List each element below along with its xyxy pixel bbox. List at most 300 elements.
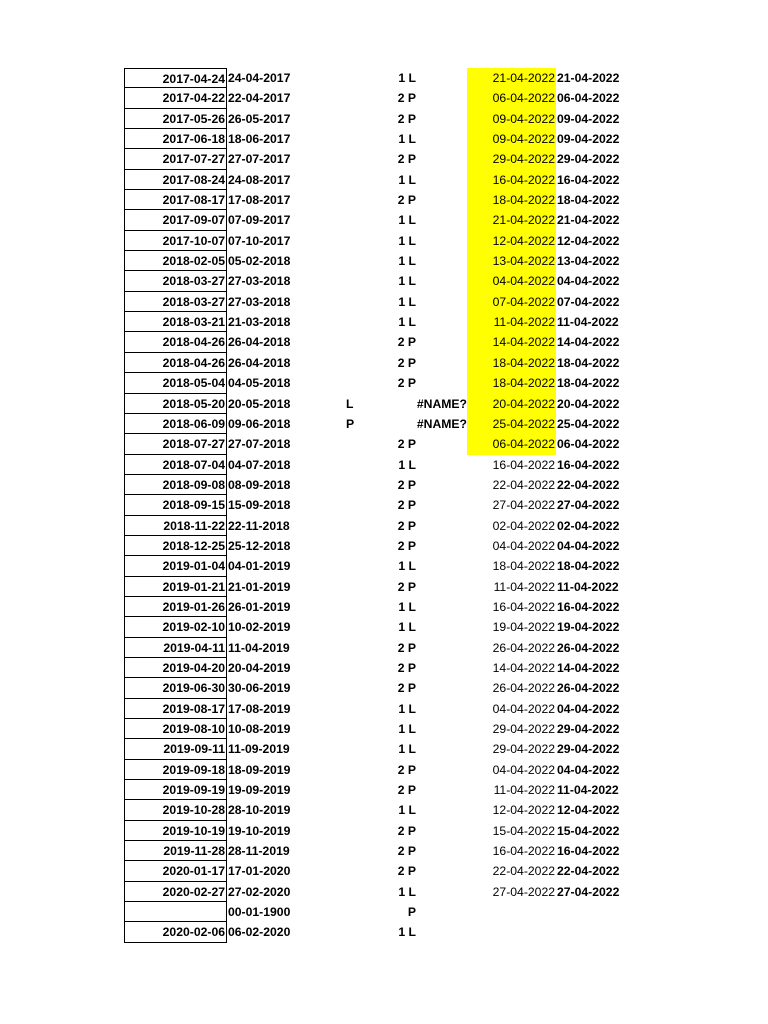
count-type-cell[interactable]: 2 P [397, 844, 416, 859]
count-type-cell[interactable]: 2 P [397, 193, 416, 208]
result-date-cell[interactable]: 15-04-2022 [492, 823, 555, 838]
count-type-cell[interactable]: 1 L [398, 71, 416, 85]
iso-date-cell[interactable]: 2018-04-26 [124, 353, 227, 373]
count-type-cell[interactable]: 2 P [397, 579, 416, 594]
formula-error-cell[interactable] [400, 699, 467, 719]
iso-date-cell[interactable]: 2019-04-11 [124, 638, 227, 658]
type-letter-cell[interactable] [346, 699, 366, 719]
formula-error-cell[interactable] [400, 516, 467, 536]
result-date-bold-cell[interactable]: 12-04-2022 [557, 803, 620, 818]
formula-error-cell[interactable] [400, 292, 467, 312]
iso-date-cell[interactable]: 2017-08-17 [124, 190, 227, 210]
iso-date-cell[interactable]: 2019-09-18 [124, 760, 227, 780]
result-date-cell[interactable]: 22-04-2022 [492, 864, 555, 879]
result-date-bold-cell[interactable]: 09-04-2022 [557, 111, 620, 126]
iso-date-cell[interactable]: 2020-02-06 [124, 922, 227, 942]
table-row [0, 373, 768, 393]
result-date-cell[interactable]: 29-04-2022 [492, 742, 555, 757]
date-cell[interactable]: 20-04-2019 [228, 660, 291, 675]
result-date-cell[interactable]: 12-04-2022 [467, 231, 556, 251]
type-letter-cell[interactable] [346, 678, 366, 698]
result-date-cell[interactable]: 02-04-2022 [492, 518, 555, 533]
result-date-bold-cell[interactable]: 18-04-2022 [557, 355, 620, 370]
count-type-cell[interactable]: 2 P [397, 498, 416, 513]
formula-error-cell[interactable] [400, 109, 467, 129]
iso-date-cell[interactable]: 2018-05-04 [124, 373, 227, 393]
result-date-bold-cell[interactable]: 25-04-2022 [557, 416, 620, 431]
formula-error-cell[interactable] [400, 434, 467, 454]
date-cell[interactable]: 19-09-2019 [228, 783, 291, 798]
result-date-bold-cell[interactable]: 12-04-2022 [557, 233, 620, 248]
result-date-cell[interactable]: 16-04-2022 [492, 844, 555, 859]
result-date-cell[interactable] [467, 902, 556, 922]
type-letter-cell[interactable] [346, 780, 366, 800]
formula-error-cell[interactable] [400, 597, 467, 617]
formula-error-cell[interactable] [400, 821, 467, 841]
type-letter-cell[interactable] [346, 841, 366, 861]
result-date-cell[interactable]: 25-04-2022 [467, 414, 556, 434]
type-letter-cell[interactable] [346, 536, 366, 556]
result-date-cell[interactable]: 11-04-2022 [493, 579, 555, 594]
type-letter-cell[interactable] [346, 88, 366, 108]
iso-date-cell[interactable]: 2019-10-28 [124, 800, 227, 820]
result-date-cell[interactable]: 04-04-2022 [492, 762, 555, 777]
formula-error-cell[interactable] [400, 841, 467, 861]
result-date-bold-cell[interactable]: 18-04-2022 [557, 376, 620, 391]
result-date-bold-cell[interactable]: 14-04-2022 [557, 335, 620, 350]
formula-error-cell[interactable] [400, 495, 467, 515]
formula-error-cell[interactable] [400, 536, 467, 556]
iso-date-cell[interactable]: 2017-10-07 [124, 231, 227, 251]
result-date-cell[interactable]: 27-04-2022 [492, 498, 555, 513]
result-date-cell[interactable]: 21-04-2022 [467, 68, 556, 88]
count-type-cell[interactable]: 1 L [398, 884, 416, 899]
count-type-cell[interactable]: 1 L [398, 254, 416, 269]
date-cell[interactable]: 26-04-2018 [228, 355, 291, 370]
iso-date-cell[interactable]: 2019-06-30 [124, 678, 227, 698]
formula-error-cell[interactable] [400, 149, 467, 169]
type-letter-cell[interactable] [346, 760, 366, 780]
formula-error-cell[interactable] [400, 332, 467, 352]
type-letter-cell[interactable] [346, 109, 366, 129]
count-type-cell[interactable]: 2 P [397, 376, 416, 391]
count-type-cell[interactable]: 2 P [397, 91, 416, 106]
iso-date-cell[interactable]: 2020-01-17 [124, 861, 227, 881]
date-cell[interactable]: 26-05-2017 [228, 111, 291, 126]
count-type-cell[interactable]: 1 L [398, 722, 416, 736]
date-cell[interactable]: 04-07-2018 [228, 457, 291, 472]
formula-error-cell[interactable] [400, 190, 467, 210]
date-cell[interactable]: 27-03-2018 [228, 294, 291, 309]
date-cell[interactable]: 10-08-2019 [228, 722, 291, 736]
date-cell[interactable]: 27-07-2017 [228, 152, 291, 167]
count-type-cell[interactable]: 2 P [397, 538, 416, 553]
iso-date-cell[interactable]: 2018-04-26 [124, 332, 227, 352]
result-date-bold-cell[interactable]: 26-04-2022 [557, 681, 620, 696]
count-type-cell[interactable]: 1 L [398, 233, 416, 248]
result-date-cell[interactable]: 16-04-2022 [492, 457, 555, 472]
result-date-bold-cell[interactable]: 29-04-2022 [557, 722, 620, 736]
type-letter-cell[interactable] [346, 455, 366, 475]
result-date-cell[interactable]: 14-04-2022 [492, 660, 555, 675]
type-letter-cell[interactable] [346, 332, 366, 352]
type-letter-cell[interactable] [346, 658, 366, 678]
result-date-bold-cell[interactable]: 11-04-2022 [557, 315, 619, 330]
count-type-cell[interactable]: 1 L [398, 599, 416, 614]
count-type-cell[interactable]: 2 P [397, 762, 416, 777]
result-date-cell[interactable]: 18-04-2022 [467, 353, 556, 373]
result-date-bold-cell[interactable]: 14-04-2022 [557, 660, 620, 675]
date-cell[interactable]: 04-05-2018 [228, 376, 291, 391]
count-type-cell[interactable]: 1 L [398, 620, 416, 635]
count-type-cell[interactable]: 2 P [397, 355, 416, 370]
result-date-cell[interactable]: 06-04-2022 [467, 88, 556, 108]
date-cell[interactable]: 22-04-2017 [228, 91, 291, 106]
iso-date-cell[interactable]: 2019-10-19 [124, 821, 227, 841]
result-date-bold-cell[interactable]: 19-04-2022 [557, 620, 620, 635]
result-date-bold-cell[interactable]: 27-04-2022 [557, 498, 620, 513]
count-type-cell[interactable]: 2 P [397, 660, 416, 675]
type-letter-cell[interactable] [346, 475, 366, 495]
type-letter-cell[interactable] [346, 922, 366, 942]
result-date-bold-cell[interactable]: 16-04-2022 [557, 844, 620, 859]
type-letter-cell[interactable] [346, 882, 366, 902]
formula-error-cell[interactable] [400, 556, 467, 576]
count-type-cell[interactable]: 1 L [398, 315, 416, 330]
count-type-cell[interactable]: 1 L [398, 132, 416, 147]
result-date-cell[interactable]: 27-04-2022 [492, 884, 555, 899]
iso-date-cell[interactable] [124, 902, 227, 922]
formula-error-cell[interactable]: #NAME? [416, 416, 467, 431]
date-cell[interactable]: 25-12-2018 [228, 538, 291, 553]
result-date-bold-cell[interactable]: 26-04-2022 [557, 640, 620, 655]
formula-error-cell[interactable] [400, 88, 467, 108]
result-date-cell[interactable]: 18-04-2022 [467, 190, 556, 210]
iso-date-cell[interactable]: 2017-09-07 [124, 210, 227, 230]
date-cell[interactable]: 17-08-2019 [228, 701, 291, 716]
result-date-cell[interactable]: 12-04-2022 [492, 803, 555, 818]
result-date-cell[interactable]: 29-04-2022 [492, 722, 555, 736]
date-cell[interactable]: 26-01-2019 [228, 599, 291, 614]
formula-error-cell[interactable] [400, 678, 467, 698]
formula-error-cell[interactable] [400, 251, 467, 271]
type-letter-cell[interactable] [346, 312, 366, 332]
result-date-bold-cell[interactable]: 16-04-2022 [557, 599, 620, 614]
count-type-cell[interactable]: 2 P [397, 152, 416, 167]
iso-date-cell[interactable]: 2018-03-21 [124, 312, 227, 332]
date-cell[interactable]: 28-11-2019 [228, 844, 290, 859]
type-letter-cell[interactable] [346, 739, 366, 759]
iso-date-cell[interactable]: 2018-07-04 [124, 455, 227, 475]
count-type-cell[interactable]: 1 L [398, 213, 416, 228]
iso-date-cell[interactable]: 2019-11-28 [124, 841, 227, 861]
date-cell[interactable]: 00-01-1900 [228, 905, 291, 920]
iso-date-cell[interactable]: 2019-04-20 [124, 658, 227, 678]
formula-error-cell[interactable] [400, 68, 467, 88]
result-date-cell[interactable]: 11-04-2022 [467, 312, 556, 332]
type-letter-cell[interactable] [346, 190, 366, 210]
date-cell[interactable]: 18-06-2017 [228, 132, 291, 147]
date-cell[interactable]: 05-02-2018 [228, 254, 291, 269]
type-letter-cell[interactable] [346, 251, 366, 271]
date-cell[interactable]: 09-06-2018 [228, 416, 291, 431]
result-date-cell[interactable]: 07-04-2022 [467, 292, 556, 312]
formula-error-cell[interactable] [400, 882, 467, 902]
type-letter-cell[interactable] [346, 495, 366, 515]
result-date-bold-cell[interactable] [557, 902, 637, 922]
formula-error-cell[interactable] [400, 861, 467, 881]
count-type-cell[interactable]: 1 L [398, 294, 416, 309]
iso-date-cell[interactable]: 2018-09-15 [124, 495, 227, 515]
result-date-bold-cell[interactable]: 15-04-2022 [557, 823, 620, 838]
type-letter-cell[interactable] [346, 556, 366, 576]
result-date-bold-cell[interactable]: 18-04-2022 [557, 559, 620, 574]
type-letter-cell[interactable] [346, 231, 366, 251]
date-cell[interactable]: 30-06-2019 [228, 681, 291, 696]
date-cell[interactable]: 17-01-2020 [228, 864, 291, 879]
date-cell[interactable]: 27-07-2018 [228, 437, 291, 452]
date-cell[interactable]: 11-09-2019 [228, 742, 290, 757]
date-cell[interactable]: 21-03-2018 [228, 315, 291, 330]
date-cell[interactable]: 22-11-2018 [228, 518, 290, 533]
date-cell[interactable]: 08-09-2018 [228, 477, 291, 492]
iso-date-cell[interactable]: 2017-08-24 [124, 170, 227, 190]
result-date-bold-cell[interactable]: 04-04-2022 [557, 701, 620, 716]
date-cell[interactable]: 15-09-2018 [228, 498, 291, 513]
iso-date-cell[interactable]: 2019-01-26 [124, 597, 227, 617]
count-type-cell[interactable]: 2 P [397, 477, 416, 492]
formula-error-cell[interactable] [400, 638, 467, 658]
iso-date-cell[interactable]: 2019-02-10 [124, 617, 227, 637]
result-date-bold-cell[interactable] [557, 922, 637, 942]
result-date-cell[interactable]: 09-04-2022 [467, 109, 556, 129]
formula-error-cell[interactable] [400, 373, 467, 393]
formula-error-cell[interactable] [400, 658, 467, 678]
type-letter-cell[interactable] [346, 577, 366, 597]
date-cell[interactable]: 21-01-2019 [228, 579, 291, 594]
result-date-bold-cell[interactable]: 07-04-2022 [557, 294, 620, 309]
date-cell[interactable]: 11-04-2019 [228, 640, 290, 655]
date-cell[interactable]: 27-03-2018 [228, 274, 291, 289]
count-type-cell[interactable]: 1 L [398, 172, 416, 187]
result-date-cell[interactable]: 20-04-2022 [467, 394, 556, 414]
iso-date-cell[interactable]: 2018-11-22 [124, 516, 227, 536]
result-date-bold-cell[interactable]: 06-04-2022 [557, 437, 620, 452]
result-date-cell[interactable]: 16-04-2022 [492, 599, 555, 614]
date-cell[interactable]: 17-08-2017 [228, 193, 291, 208]
formula-error-cell[interactable] [400, 922, 467, 942]
date-cell[interactable]: 10-02-2019 [228, 620, 291, 635]
type-letter-cell[interactable] [346, 861, 366, 881]
result-date-bold-cell[interactable]: 13-04-2022 [557, 254, 620, 269]
count-type-cell[interactable]: 2 P [397, 335, 416, 350]
result-date-cell[interactable]: 14-04-2022 [467, 332, 556, 352]
date-cell[interactable]: 24-04-2017 [228, 71, 291, 85]
result-date-bold-cell[interactable]: 04-04-2022 [557, 762, 620, 777]
count-type-cell[interactable]: 2 P [397, 437, 416, 452]
result-date-cell[interactable]: 22-04-2022 [492, 477, 555, 492]
count-type-cell[interactable]: 2 P [397, 864, 416, 879]
date-cell[interactable]: 28-10-2019 [228, 803, 291, 818]
type-letter-cell[interactable] [346, 617, 366, 637]
count-type-cell[interactable]: 2 P [397, 681, 416, 696]
result-date-bold-cell[interactable]: 22-04-2022 [557, 477, 620, 492]
formula-error-cell[interactable] [400, 739, 467, 759]
formula-error-cell[interactable] [400, 353, 467, 373]
result-date-cell[interactable]: 21-04-2022 [467, 210, 556, 230]
result-date-bold-cell[interactable]: 22-04-2022 [557, 864, 620, 879]
result-date-cell[interactable]: 29-04-2022 [467, 149, 556, 169]
count-type-cell[interactable]: 1 L [398, 274, 416, 289]
formula-error-cell[interactable] [400, 760, 467, 780]
result-date-bold-cell[interactable]: 27-04-2022 [557, 884, 620, 899]
iso-date-cell[interactable]: 2017-07-27 [124, 149, 227, 169]
iso-date-cell[interactable]: 2019-01-04 [124, 556, 227, 576]
result-date-bold-cell[interactable]: 09-04-2022 [557, 132, 620, 147]
result-date-bold-cell[interactable]: 20-04-2022 [557, 396, 620, 411]
type-letter-cell[interactable]: P [346, 416, 355, 431]
iso-date-cell[interactable]: 2017-05-26 [124, 109, 227, 129]
type-letter-cell[interactable]: L [346, 396, 354, 411]
result-date-cell[interactable]: 09-04-2022 [467, 129, 556, 149]
count-type-cell[interactable]: 2 P [397, 640, 416, 655]
formula-error-cell[interactable] [400, 455, 467, 475]
iso-date-cell[interactable]: 2018-03-27 [124, 271, 227, 291]
iso-date-cell[interactable]: 2018-12-25 [124, 536, 227, 556]
date-cell[interactable]: 07-10-2017 [228, 233, 291, 248]
count-type-cell[interactable]: 2 P [397, 783, 416, 798]
count-type-cell[interactable]: 1 L [398, 701, 416, 716]
result-date-bold-cell[interactable]: 02-04-2022 [557, 518, 620, 533]
type-letter-cell[interactable] [346, 68, 366, 88]
count-type-cell[interactable]: 2 P [397, 111, 416, 126]
result-date-bold-cell[interactable]: 04-04-2022 [557, 538, 620, 553]
date-cell[interactable]: 18-09-2019 [228, 762, 291, 777]
type-letter-cell[interactable] [346, 638, 366, 658]
iso-date-cell[interactable]: 2018-06-09 [124, 414, 227, 434]
result-date-bold-cell[interactable]: 16-04-2022 [557, 457, 620, 472]
formula-error-cell[interactable] [400, 210, 467, 230]
type-letter-cell[interactable] [346, 821, 366, 841]
formula-error-cell[interactable] [400, 129, 467, 149]
date-cell[interactable]: 04-01-2019 [228, 559, 291, 574]
formula-error-cell[interactable] [400, 271, 467, 291]
count-type-cell[interactable]: 1 L [398, 925, 416, 940]
formula-error-cell[interactable] [400, 780, 467, 800]
type-letter-cell[interactable] [346, 170, 366, 190]
iso-date-cell[interactable]: 2018-09-08 [124, 475, 227, 495]
iso-date-cell[interactable]: 2018-07-27 [124, 434, 227, 454]
iso-date-cell[interactable]: 2019-08-17 [124, 699, 227, 719]
iso-date-cell[interactable]: 2019-01-21 [124, 577, 227, 597]
date-cell[interactable]: 07-09-2017 [228, 213, 291, 228]
iso-date-cell[interactable]: 2019-09-11 [124, 739, 227, 759]
count-type-cell[interactable]: P [407, 905, 416, 920]
type-letter-cell[interactable] [346, 149, 366, 169]
count-type-cell[interactable]: 1 L [398, 559, 416, 574]
count-type-cell[interactable]: 1 L [398, 803, 416, 818]
result-date-cell[interactable]: 06-04-2022 [467, 434, 556, 454]
type-letter-cell[interactable] [346, 434, 366, 454]
result-date-bold-cell[interactable]: 16-04-2022 [557, 172, 620, 187]
result-date-cell[interactable]: 26-04-2022 [492, 681, 555, 696]
formula-error-cell[interactable] [400, 312, 467, 332]
type-letter-cell[interactable] [346, 516, 366, 536]
formula-error-cell[interactable] [400, 617, 467, 637]
result-date-cell[interactable]: 04-04-2022 [492, 538, 555, 553]
iso-date-cell[interactable]: 2019-09-19 [124, 780, 227, 800]
result-date-cell[interactable]: 19-04-2022 [492, 620, 555, 635]
type-letter-cell[interactable] [346, 292, 366, 312]
formula-error-cell[interactable] [400, 577, 467, 597]
count-type-cell[interactable]: 1 L [398, 742, 416, 757]
formula-error-cell[interactable] [400, 231, 467, 251]
date-cell[interactable]: 27-02-2020 [228, 884, 291, 899]
count-type-cell[interactable]: 1 L [398, 457, 416, 472]
type-letter-cell[interactable] [346, 800, 366, 820]
result-date-cell[interactable] [467, 922, 556, 942]
date-cell[interactable]: 24-08-2017 [228, 172, 291, 187]
formula-error-cell[interactable] [400, 475, 467, 495]
iso-date-cell[interactable]: 2018-02-05 [124, 251, 227, 271]
iso-date-cell[interactable]: 2020-02-27 [124, 882, 227, 902]
type-letter-cell[interactable] [346, 373, 366, 393]
iso-date-cell[interactable]: 2018-03-27 [124, 292, 227, 312]
iso-date-cell[interactable]: 2017-06-18 [124, 129, 227, 149]
result-date-cell[interactable]: 18-04-2022 [467, 373, 556, 393]
formula-error-cell[interactable]: #NAME? [416, 396, 467, 411]
result-date-cell[interactable]: 16-04-2022 [467, 170, 556, 190]
formula-error-cell[interactable] [400, 902, 467, 922]
type-letter-cell[interactable] [346, 902, 366, 922]
result-date-bold-cell[interactable]: 11-04-2022 [557, 579, 619, 594]
result-date-bold-cell[interactable]: 21-04-2022 [557, 213, 620, 228]
iso-date-cell[interactable]: 2019-08-10 [124, 719, 227, 739]
result-date-bold-cell[interactable]: 21-04-2022 [557, 71, 620, 85]
result-date-cell[interactable]: 11-04-2022 [493, 783, 555, 798]
result-date-cell[interactable]: 26-04-2022 [492, 640, 555, 655]
type-letter-cell[interactable] [346, 271, 366, 291]
iso-date-cell[interactable]: 2017-04-24 [124, 68, 227, 88]
iso-date-cell[interactable]: 2018-05-20 [124, 394, 227, 414]
result-date-cell[interactable]: 18-04-2022 [492, 559, 555, 574]
result-date-bold-cell[interactable]: 18-04-2022 [557, 193, 620, 208]
count-type-cell[interactable]: 2 P [397, 518, 416, 533]
date-cell[interactable]: 19-10-2019 [228, 823, 291, 838]
result-date-cell[interactable]: 04-04-2022 [467, 271, 556, 291]
date-cell[interactable]: 06-02-2020 [228, 925, 291, 940]
date-cell[interactable]: 20-05-2018 [228, 396, 291, 411]
date-cell[interactable]: 26-04-2018 [228, 335, 291, 350]
type-letter-cell[interactable] [346, 719, 366, 739]
result-date-bold-cell[interactable]: 11-04-2022 [557, 783, 619, 798]
type-letter-cell[interactable] [346, 129, 366, 149]
result-date-cell[interactable]: 04-04-2022 [492, 701, 555, 716]
result-date-bold-cell[interactable]: 04-04-2022 [557, 274, 620, 289]
formula-error-cell[interactable] [400, 719, 467, 739]
count-type-cell[interactable]: 2 P [397, 823, 416, 838]
formula-error-cell[interactable] [400, 170, 467, 190]
formula-error-cell[interactable] [400, 800, 467, 820]
type-letter-cell[interactable] [346, 597, 366, 617]
result-date-bold-cell[interactable]: 29-04-2022 [557, 742, 620, 757]
result-date-cell[interactable]: 13-04-2022 [467, 251, 556, 271]
result-date-bold-cell[interactable]: 06-04-2022 [557, 91, 620, 106]
iso-date-cell[interactable]: 2017-04-22 [124, 88, 227, 108]
type-letter-cell[interactable] [346, 353, 366, 373]
type-letter-cell[interactable] [346, 210, 366, 230]
result-date-bold-cell[interactable]: 29-04-2022 [557, 152, 620, 167]
